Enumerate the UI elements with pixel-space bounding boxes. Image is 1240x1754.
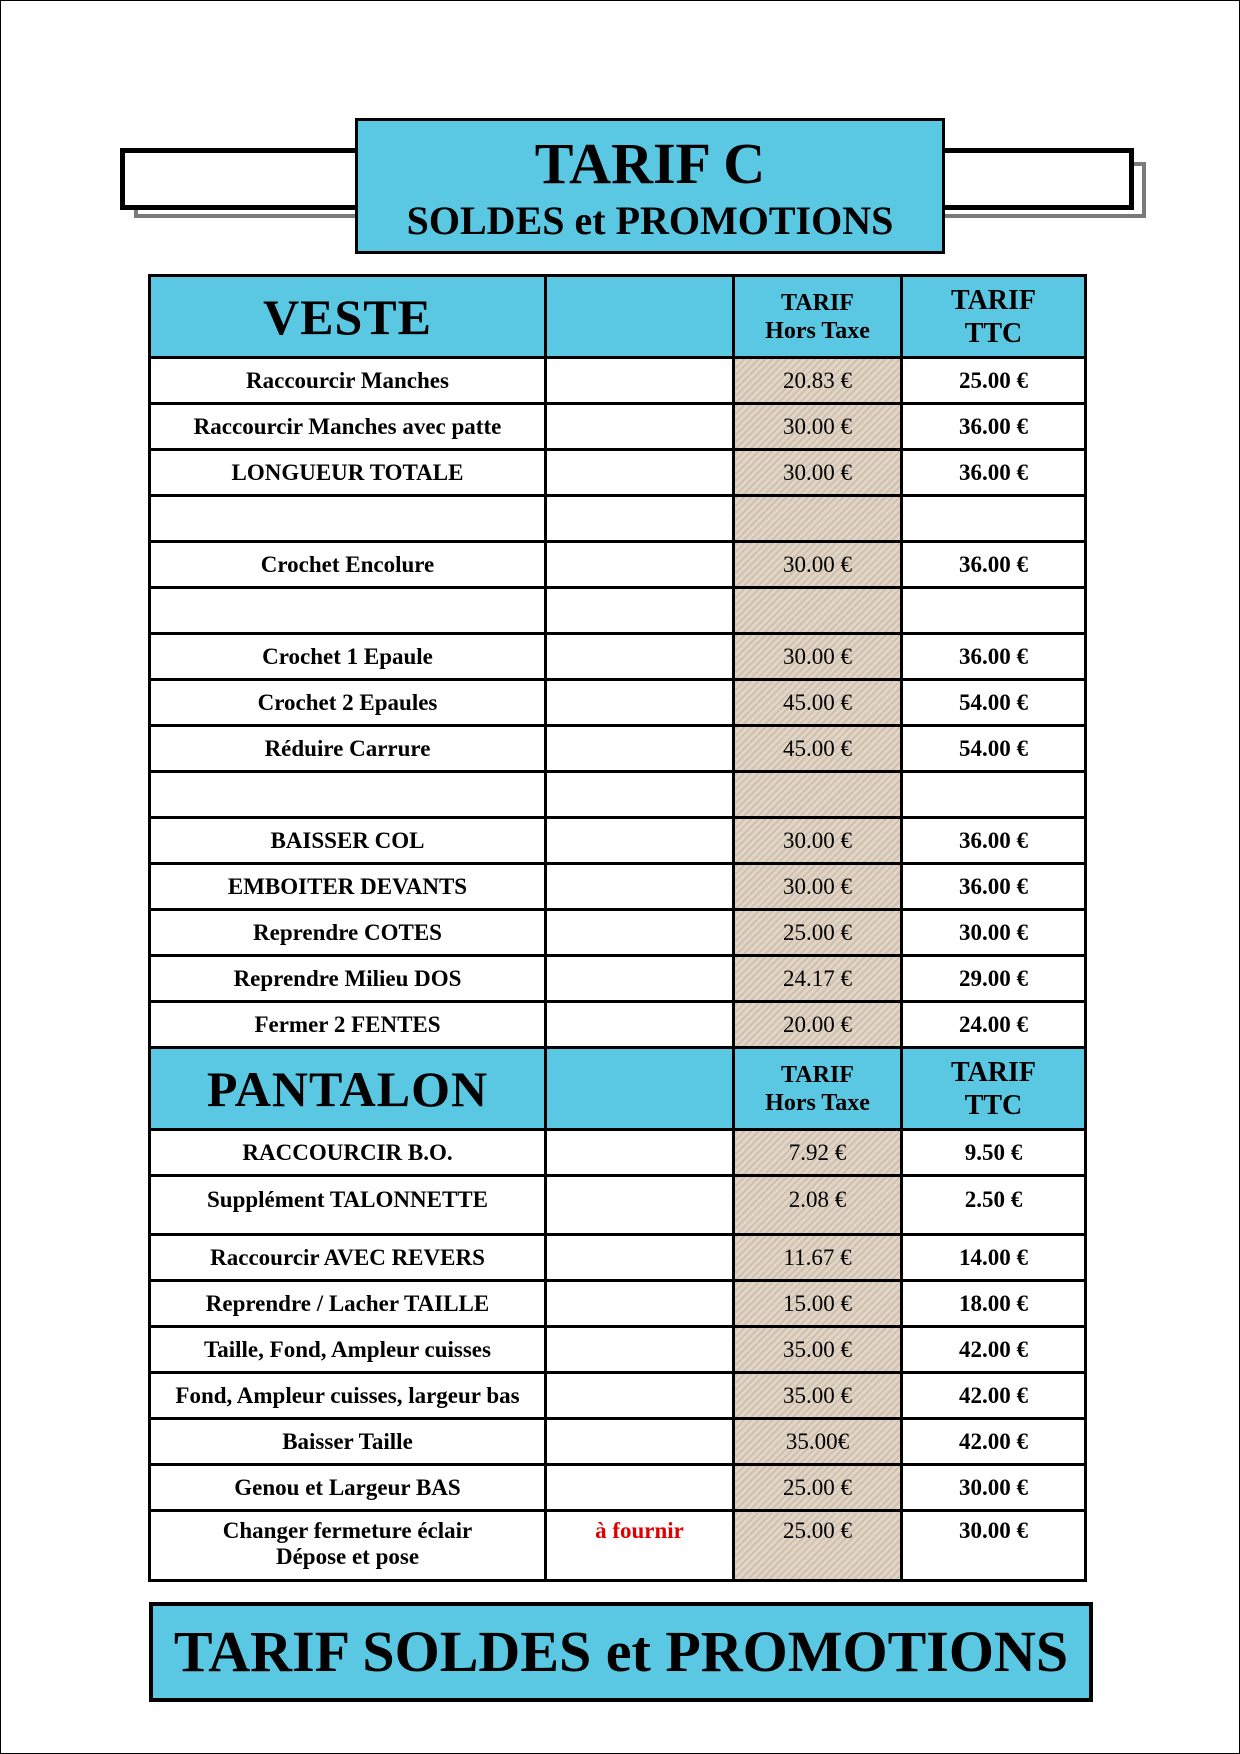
table-row [150,1511,1086,1581]
table-row [150,864,1086,910]
table-row [150,910,1086,956]
price-ht: 30.00 € [734,818,902,864]
price-ttc: 25.00 € [902,358,1086,404]
price-ttc [902,772,1086,818]
row-label-line: Fermer 2 FENTES [254,1011,441,1037]
column-header-ttc [902,276,1086,358]
row-label [150,588,546,634]
price-ht: 25.00 € [734,1465,902,1511]
table-row [150,1373,1086,1419]
price-ttc: 29.00 € [902,956,1086,1002]
row-note [546,956,734,1002]
column-header-ht [734,1048,902,1130]
section-header-empty [546,276,734,358]
row-label [150,542,546,588]
row-label-line: Raccourcir AVEC REVERS [210,1244,485,1270]
table-row [150,542,1086,588]
row-note [546,450,734,496]
price-ttc: 18.00 € [902,1281,1086,1327]
price-ht: 45.00 € [734,726,902,772]
row-label [150,1235,546,1281]
table-row [150,726,1086,772]
row-note [546,634,734,680]
row-label [150,864,546,910]
row-label [150,496,546,542]
row-note [546,1419,734,1465]
price-ht: 45.00 € [734,680,902,726]
table-row [150,450,1086,496]
table-row [150,1419,1086,1465]
price-ttc: 30.00 € [902,1511,1086,1581]
row-label-line: Reprendre Milieu DOS [233,965,462,991]
row-note: à fournir [546,1511,734,1581]
price-table-body [150,276,1086,1581]
row-note [546,1327,734,1373]
price-ht: 25.00 € [734,1511,902,1581]
row-note [546,864,734,910]
price-ttc: 36.00 € [902,542,1086,588]
table-row [150,1465,1086,1511]
row-note [546,680,734,726]
row-label [150,680,546,726]
column-header-ht-line2: Hors Taxe [765,317,870,344]
row-label [150,726,546,772]
price-ttc: 42.00 € [902,1327,1086,1373]
row-label [150,1130,546,1176]
row-note [546,1130,734,1176]
price-table [148,274,1087,1582]
price-ht [734,588,902,634]
page-subtitle: SOLDES et PROMOTIONS [406,198,894,243]
table-row [150,1281,1086,1327]
table-row [150,1176,1086,1235]
price-ht: 35.00€ [734,1419,902,1465]
row-note [546,1176,734,1235]
price-ttc: 36.00 € [902,634,1086,680]
row-label-line: Reprendre COTES [253,919,442,945]
row-note [546,588,734,634]
price-ht: 30.00 € [734,404,902,450]
row-label [150,772,546,818]
price-ht: 30.00 € [734,864,902,910]
price-ttc: 9.50 € [902,1130,1086,1176]
price-ht: 11.67 € [734,1235,902,1281]
row-label-line: RACCOURCIR B.O. [242,1139,453,1165]
row-label-line: Supplément TALONNETTE [207,1187,488,1212]
table-row [150,404,1086,450]
row-label-line: Raccourcir Manches [246,367,449,393]
price-ht: 20.83 € [734,358,902,404]
row-note [546,818,734,864]
table-row [150,956,1086,1002]
page-title: TARIF C [534,131,766,196]
price-ht: 35.00 € [734,1373,902,1419]
row-label [150,1002,546,1048]
row-label-line: LONGUEUR TOTALE [231,459,464,485]
table-row [150,358,1086,404]
price-ttc: 36.00 € [902,864,1086,910]
price-ttc: 54.00 € [902,726,1086,772]
row-note [546,910,734,956]
row-note [546,404,734,450]
column-header-ht-line2: Hors Taxe [765,1089,870,1116]
row-note [546,772,734,818]
price-ttc: 14.00 € [902,1235,1086,1281]
price-ht: 7.92 € [734,1130,902,1176]
price-ttc: 24.00 € [902,1002,1086,1048]
section-header [150,1048,1086,1130]
price-ttc: 2.50 € [902,1176,1086,1235]
row-label [150,1281,546,1327]
table-row [150,1130,1086,1176]
table-row [150,1235,1086,1281]
row-label [150,1176,546,1235]
price-ttc: 36.00 € [902,818,1086,864]
section-title: VESTE [150,276,546,358]
row-label [150,404,546,450]
title-box [355,118,945,254]
row-label-line: Changer fermeture éclair [222,1518,473,1543]
row-label [150,634,546,680]
row-label-line: Genou et Largeur BAS [234,1474,461,1500]
row-label-line: BAISSER COL [270,827,425,853]
price-ht [734,772,902,818]
row-note [546,1235,734,1281]
table-row [150,680,1086,726]
price-ht [734,496,902,542]
price-ht: 30.00 € [734,634,902,680]
price-ht: 2.08 € [734,1176,902,1235]
price-ht: 25.00 € [734,910,902,956]
row-note [546,496,734,542]
row-label-line: Fond, Ampleur cuisses, largeur bas [175,1382,520,1408]
column-header-ttc [902,1048,1086,1130]
row-label-line: Baisser Taille [282,1428,413,1454]
column-header-ttc-line1: TARIF [950,1056,1037,1088]
row-label-line: Taille, Fond, Ampleur cuisses [204,1336,491,1362]
table-row [150,588,1086,634]
row-note [546,1373,734,1419]
footer-banner: TARIF SOLDES et PROMOTIONS [149,1602,1093,1702]
row-label-line: EMBOITER DEVANTS [227,873,468,899]
row-note [546,726,734,772]
price-ttc: 54.00 € [902,680,1086,726]
row-label-line: Réduire Carrure [264,735,431,761]
table-row [150,818,1086,864]
price-ttc [902,496,1086,542]
table-row [150,1327,1086,1373]
row-label [150,1327,546,1373]
price-ht: 30.00 € [734,450,902,496]
row-label [150,956,546,1002]
row-note [546,1465,734,1511]
row-note [546,1002,734,1048]
column-header-ttc-line1: TARIF [950,284,1037,316]
price-ttc: 30.00 € [902,1465,1086,1511]
row-label [150,1373,546,1419]
price-ht: 24.17 € [734,956,902,1002]
section-header-empty [546,1048,734,1130]
price-ht: 30.00 € [734,542,902,588]
row-label-line: Reprendre / Lacher TAILLE [205,1290,490,1316]
price-ttc: 42.00 € [902,1419,1086,1465]
row-label-line: Crochet Encolure [260,551,435,577]
price-ttc: 42.00 € [902,1373,1086,1419]
row-label [150,358,546,404]
table-row [150,496,1086,542]
row-note [546,542,734,588]
section-title: PANTALON [150,1048,546,1130]
price-ht: 35.00 € [734,1327,902,1373]
row-label [150,450,546,496]
price-ht: 15.00 € [734,1281,902,1327]
row-label-line: Crochet 1 Epaule [262,643,433,669]
column-header-ht-line1: TARIF [781,289,854,316]
price-ht: 20.00 € [734,1002,902,1048]
price-ttc: 36.00 € [902,404,1086,450]
row-label [150,910,546,956]
row-label-line: Crochet 2 Epaules [257,689,438,715]
row-note [546,358,734,404]
column-header-ht-line1: TARIF [781,1061,854,1088]
column-header-ttc-line2: TTC [964,317,1023,349]
price-ttc: 30.00 € [902,910,1086,956]
row-label [150,1511,546,1581]
table-row [150,1002,1086,1048]
price-ttc: 36.00 € [902,450,1086,496]
row-label-line: Dépose et pose [275,1544,420,1569]
price-ttc [902,588,1086,634]
row-label [150,1465,546,1511]
table-row [150,772,1086,818]
row-note [546,1281,734,1327]
row-label-line: Raccourcir Manches avec patte [193,413,502,439]
section-header [150,276,1086,358]
table-row [150,634,1086,680]
column-header-ht [734,276,902,358]
row-label [150,818,546,864]
row-label [150,1419,546,1465]
column-header-ttc-line2: TTC [964,1089,1023,1121]
